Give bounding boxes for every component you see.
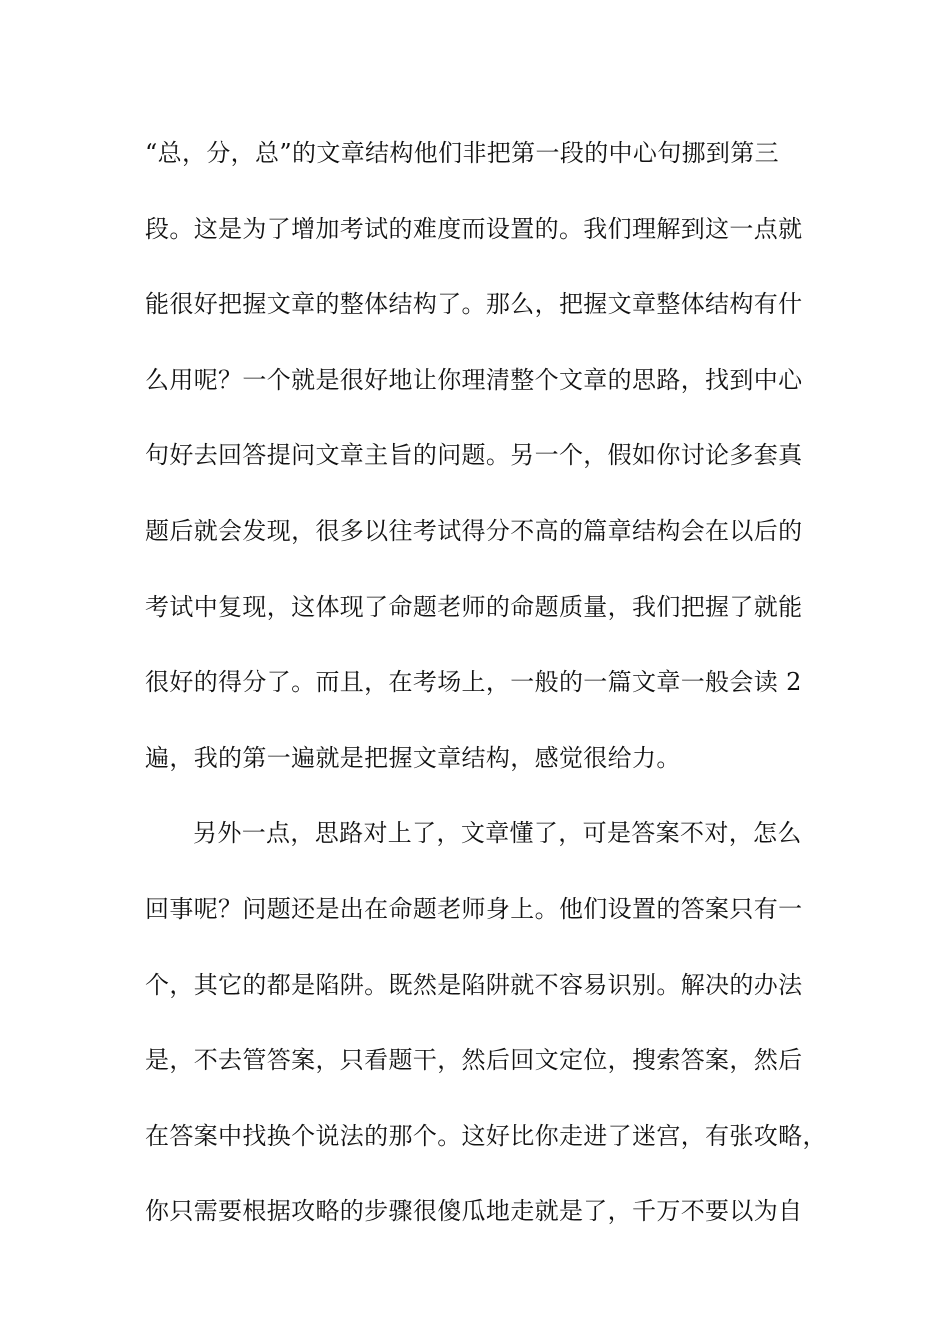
text-line: 遍，我的第一遍就是把握文章结构，感觉很给力。 xyxy=(145,743,681,772)
text-line: 是，不去管答案，只看题干，然后回文定位，搜索答案，然后 xyxy=(145,1046,803,1075)
text-line: 题后就会发现，很多以往考试得分不高的篇章结构会在以后的 xyxy=(145,516,803,545)
text-line: 能很好把握文章的整体结构了。那么，把握文章整体结构有什 xyxy=(145,290,803,319)
body-text xyxy=(145,128,827,1262)
text-line: 么用呢？一个就是很好地让你理清整个文章的思路，找到中心 xyxy=(145,365,803,394)
paragraph-start-line: 另外一点，思路对上了，文章懂了，可是答案不对，怎么 xyxy=(193,819,802,848)
text-line: 回事呢？问题还是出在命题老师身上。他们设置的答案只有一 xyxy=(145,894,803,923)
text-line: 句好去回答提问文章主旨的问题。另一个，假如你讨论多套真 xyxy=(145,441,803,470)
text-line: 个，其它的都是陷阱。既然是陷阱就不容易识别。解决的办法 xyxy=(145,970,803,999)
text-line: 你只需要根据攻略的步骤很傻瓜地走就是了，千万不要以为自 xyxy=(145,1197,803,1226)
text-line: 段。这是为了增加考试的难度而设置的。我们理解到这一点就 xyxy=(145,214,803,243)
text-line: “总，分，总”的文章结构他们非把第一段的中心句挪到第三 xyxy=(145,139,779,167)
text-line: 在答案中找换个说法的那个。这好比你走进了迷宫，有张攻略， xyxy=(145,1121,827,1150)
text-line: 考试中复现，这体现了命题老师的命题质量，我们把握了就能 xyxy=(145,592,803,621)
text-line: 很好的得分了。而且，在考场上，一般的一篇文章一般会读 2 xyxy=(145,668,802,697)
